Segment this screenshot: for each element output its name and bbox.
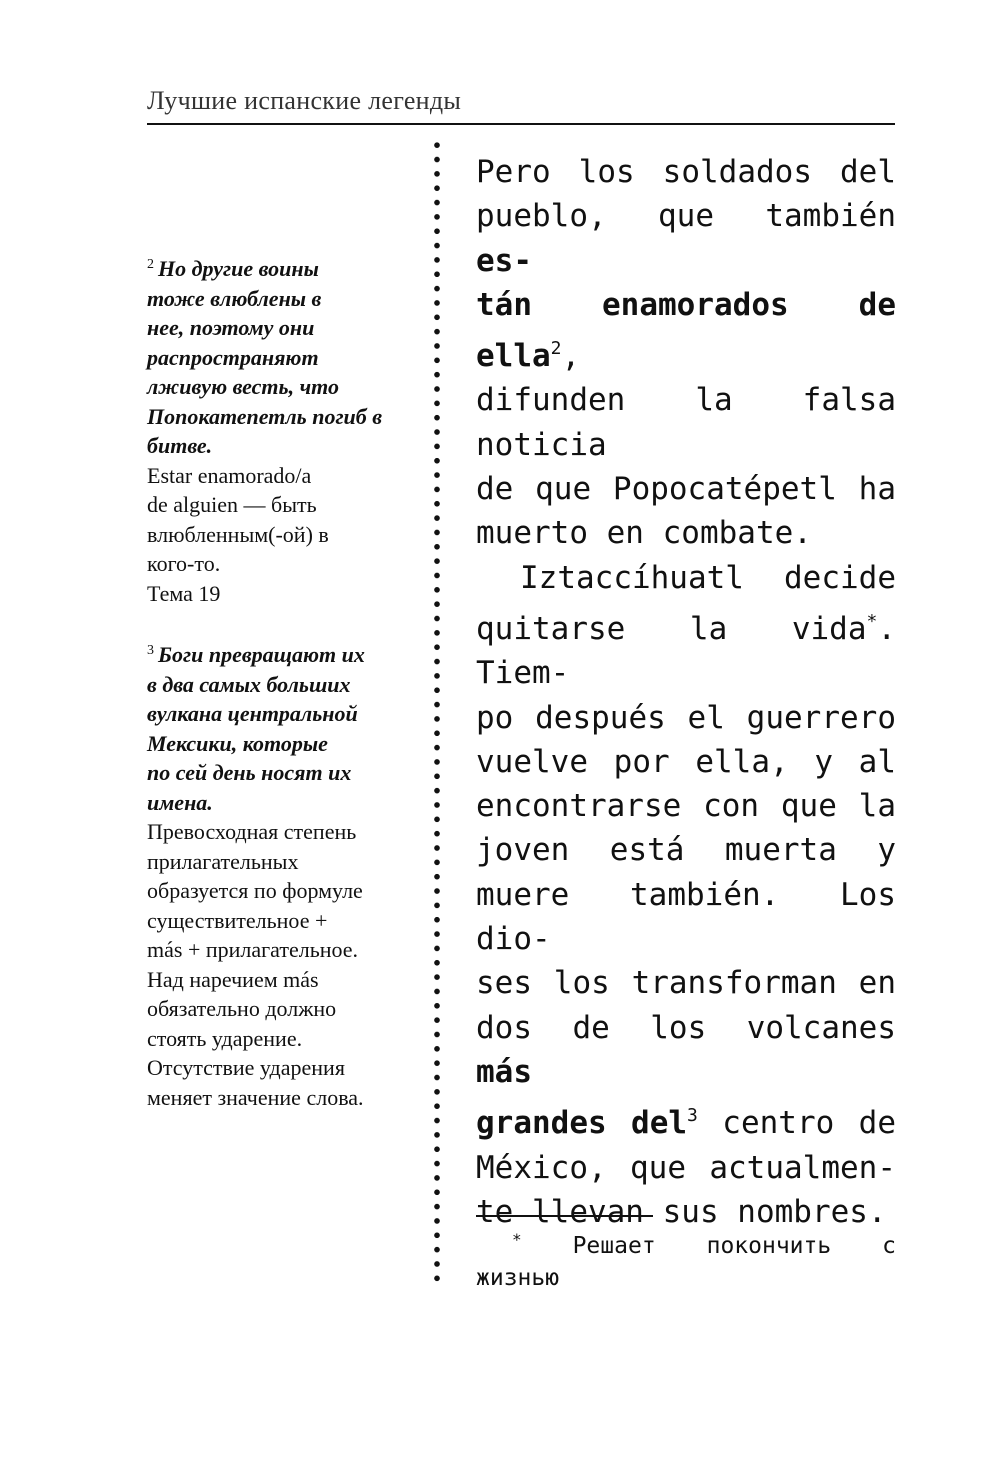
note-line: распространяют	[147, 344, 319, 370]
note-line: $^2$ Но другие воины	[147, 256, 319, 281]
running-header: Лучшие испанские легенды	[147, 86, 462, 115]
sidebar-note-3	[147, 636, 417, 1112]
story-line: tán enamorados de ella$^2$,	[476, 286, 896, 375]
story-line: encontrarse con que la	[476, 788, 896, 825]
vocab-highlight: más	[476, 1053, 532, 1090]
story-line: muere también. Los dio-	[476, 876, 896, 958]
note-line: $^3$ Боги превращают их	[147, 642, 365, 667]
note-line: нее, поэтому они	[147, 315, 315, 340]
note-line: вулкана центральной	[147, 701, 358, 726]
story-line: ses los transforman en	[476, 965, 896, 1002]
vocab-highlight: tán enamorados de ella	[476, 286, 896, 375]
story-line: de que Popocatépetl ha	[476, 471, 896, 508]
dotted-column-divider	[434, 138, 440, 1288]
story-line: difunden la falsa noticia	[476, 382, 896, 463]
story-line: Pero los soldados del	[476, 154, 896, 190]
story-line: joven está muerta y	[476, 832, 896, 869]
footnote-line: * Решает покончить с	[512, 1230, 896, 1259]
note-3-translation	[147, 636, 417, 817]
note-line: más + прилагательное.	[147, 937, 359, 962]
note-line: Отсутствие ударения	[147, 1055, 345, 1080]
sidebar-note-2	[147, 250, 417, 608]
note-line: Мексики, которые	[147, 730, 328, 756]
note-line: стоять ударение.	[147, 1025, 303, 1051]
note-line: прилагательных	[147, 848, 299, 874]
note-line: кого-то.	[147, 551, 221, 576]
note-2-translation	[147, 250, 417, 461]
story-line: dos de los volcanes más	[476, 1009, 896, 1090]
footnote-reference: *	[866, 610, 878, 632]
note-line: по сей день носят их	[147, 760, 352, 785]
note-line: имена.	[147, 789, 213, 815]
note-reference: 2	[550, 338, 562, 360]
note-line: Над наречием más	[147, 966, 319, 992]
note-3-explanation	[147, 817, 417, 1112]
footnote-marker: *	[512, 1230, 522, 1249]
sidebar-notes	[147, 250, 417, 1112]
main-story-text	[476, 150, 896, 1234]
footnote-line: жизнью	[476, 1265, 560, 1291]
vocab-highlight: grandes del	[476, 1105, 688, 1142]
story-line: México, que actualmen-	[476, 1149, 896, 1186]
header-rule	[147, 123, 895, 125]
story-line: po después el guerrero	[476, 699, 896, 736]
note-line: de alguien — быть	[147, 492, 317, 517]
note-line: Превосходная степень	[147, 819, 357, 844]
note-line: тоже влюблены в	[147, 285, 322, 311]
note-line: Попокатепетль погиб в	[147, 403, 383, 429]
note-number: 2	[147, 257, 154, 272]
note-line: меняет значение слова.	[147, 1084, 364, 1110]
footnote	[476, 1224, 896, 1294]
note-number: 3	[147, 643, 154, 658]
note-line: существительное +	[147, 907, 328, 933]
vocab-highlight: es-	[476, 242, 532, 279]
note-line: обязательно должно	[147, 996, 337, 1021]
note-line: влюбленным(-ой) в	[147, 521, 329, 547]
story-line: Iztaccíhuatl decide	[520, 559, 896, 596]
story-line: pueblo, que también es-	[476, 198, 896, 279]
note-line: образуется по формуле	[147, 878, 363, 903]
note-line: Тема 19	[147, 580, 221, 606]
story-line: quitarse la vida*. Tiem-	[476, 610, 896, 692]
story-line: grandes del$^3$ centro de	[476, 1105, 896, 1142]
note-line: Estar enamorado/a	[147, 462, 312, 488]
footnote-rule	[476, 1215, 653, 1217]
story-line: muerto en combate.	[476, 515, 812, 552]
story-line: te llevan sus nombres.	[476, 1193, 887, 1230]
note-2-explanation	[147, 461, 417, 609]
story-line: vuelve por ella, y al	[476, 743, 896, 780]
note-reference: 3	[687, 1105, 698, 1127]
note-line: в два самых больших	[147, 671, 351, 697]
note-line: битве.	[147, 433, 213, 458]
note-line: лживую весть, что	[147, 374, 339, 399]
